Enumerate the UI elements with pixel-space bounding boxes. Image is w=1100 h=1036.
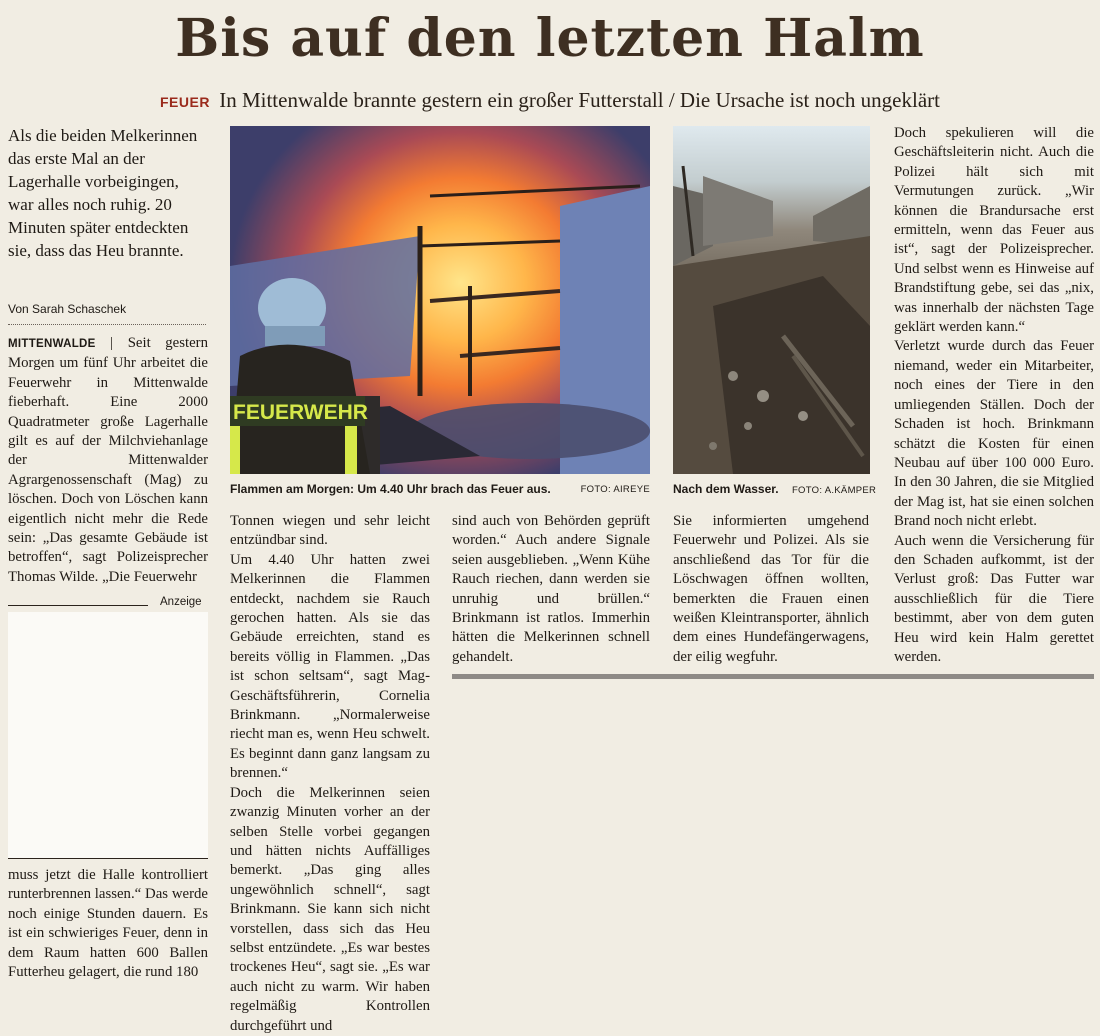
article-text: Doch spekulieren will die Geschäftsleiterin nicht. Auch die Polizei hält sich mit Vermutungen zurück. „Wir können die Brandursache erst ermitteln, wenn das Feuer aus ist“, sagt der Polizeisprecher. Und selbst wenn es Hinweise auf Brandstiftung gebe, sei das „nix, was innerhalb der nächsten Tage geklärt werden kann.“ [894,125,1094,336]
subline [0,86,1100,116]
byline: Von Sarah Schaschek [8,302,206,325]
article-text: Sie informierten umgehend Feuerwehr und Polizei. Als sie anschließend das Tor für die Löschwagen öffnen wollten, bemerkten die Frauen einen weißen Kleintransporter, ähnlich dem eines Hundefängerwagens, der eilig wegfuhr. [673,513,869,665]
helmet-text: FEUERWEHR [233,401,368,424]
aftermath-photo [673,126,870,474]
caption-text: Flammen am Morgen: Um 4.40 Uhr brach das Feuer aus. [230,482,551,496]
ad-space [8,612,208,858]
article-column-1 [8,334,208,587]
fire-photo [230,126,650,474]
article-end-rule [452,674,1094,679]
article-column-3 [452,512,650,667]
article-column-4 [673,512,869,667]
ad-label: Anzeige [160,596,202,608]
fire-photo-art [230,126,650,474]
article-text: Seit gestern Morgen um fünf Uhr arbeitet die Feuerwehr in Mittenwalde fieberhaft. Eine 2000 Quadratmeter große Lagerhalle gilt es auf der Milchviehanlage der Mittenwalder Agrargenossenschaft (Mag) zu löschen. Doch von Löschen kann eigentlich nicht mehr die Rede sein: „Das gesamte Gebäude ist betroffen“, sagt Polizeisprecher Thomas Wilde. „Die Feuerwehr [8,335,208,585]
article-text: muss jetzt die Halle kontrolliert runterbrennen lassen.“ Das werde noch einige Stunden dauern. Es ist ein schwieriges Feuer, denn in dem Raum hatten 600 Ballen Futterheu gelagert, die rund 180 [8,867,208,981]
ad-rule-bottom [8,858,208,859]
photo-caption-2 [673,481,877,499]
article-text: Doch die Melkerinnen seien zwanzig Minuten vorher an der selben Stelle vorbei gegangen und hätten nichts Auffälliges bemerkt. „Das ging alles ungewöhnlich schnell“, sagt Brinkmann. Sie kann sich nicht vorstellen, dass sich das Heu selbst entzündete. „Es war bestes trockenes Heu“, sagt sie. „Es war auch nicht zu warm. Wir haben regelmäßig Kontrollen durchgeführt und [230,784,430,1034]
article-text: Tonnen wiegen und sehr leicht entzündbar sind. [230,513,430,549]
topic-label: FEUER [160,94,210,110]
article-column-5 [894,124,1094,667]
photo-caption-1 [230,481,650,497]
aftermath-photo-art [673,126,870,474]
article-text: Auch wenn die Versicherung für den Schaden aufkommt, ist der Verlust groß: Das Futter war ausschließlich für die Tiere bestimmt, aber von dem guten Heu wird kein Halm gerettet werden. [894,532,1094,665]
lead-paragraph: Als die beiden Melkerinnen das erste Mal an der Lagerhalle vorbeigingen, war alles noch ruhig. 20 Minuten später entdeckten sie, dass das Heu brannte. [8,126,198,260]
photo-credit: FOTO: A.KÄMPER [791,485,877,496]
article-text: Um 4.40 Uhr hatten zwei Melkerinnen die Flammen entdeckt, nachdem sie Rauch gerochen hatten. Als sie das Gebäude erreichten, stand es bereits völlig in Flammen. „Das ist schon seltsam“, sagt Mag-Geschäftsführerin, Cornelia Brinkmann. „Normalerweise riecht man es, wenn Heu schwelt. Es beginnt dann ganz langsam zu brennen.“ [230,551,430,782]
subline-text: In Mittenwalde brannte gestern ein großer Futterstall / Die Ursache ist noch ungeklärt [219,88,940,112]
article-text: Verletzt wurde durch das Feuer niemand, weder ein Mitarbeiter, noch eines der Tiere in den umliegenden Ställen. Doch der Schaden ist hoch. Brinkmann schätzt die Kosten für einen Neubau auf über 100 000 Euro. In den 30 Jahren, die sie Mitglied der Mag ist, hat sie einen solchen Brand noch nicht erlebt. [894,338,1094,530]
ad-rule [8,605,148,606]
photo-credit: FOTO: AIREYE [580,484,650,495]
headline: Bis auf den letzten Halm [175,8,925,69]
article-text: sind auch von Behörden geprüft worden.“ Auch andere Signale seien ausgeblieben. „Wenn Kühe Rauch riechen, dann werden sie unruhig und brüllen.“ Brinkmann ist ratlos. Immerhin hätten die Melkerinnen schnell gehandelt. [452,513,650,665]
caption-text: Nach dem Wasser. [673,482,779,496]
dateline: MITTENWALDE [8,338,96,350]
article-paragraph: MITTENWALDE | Seit gestern Morgen um fünf Uhr arbeitet die Feuerwehr in Mittenwalde fieberhaft. Eine 2000 Quadratmeter große Lagerhalle gilt es auf der Milchviehanlage der Mittenwalder Agrargenossenschaft (Mag) zu löschen. Doch von Löschen kann eigentlich nicht mehr die Rede sein: „Das gesamte Gebäude ist betroffen“, sagt Polizeisprecher Thomas Wilde. „Die Feuerwehr [8,335,208,585]
article-column-1-continued [8,866,208,982]
article-column-2 [230,512,430,1036]
